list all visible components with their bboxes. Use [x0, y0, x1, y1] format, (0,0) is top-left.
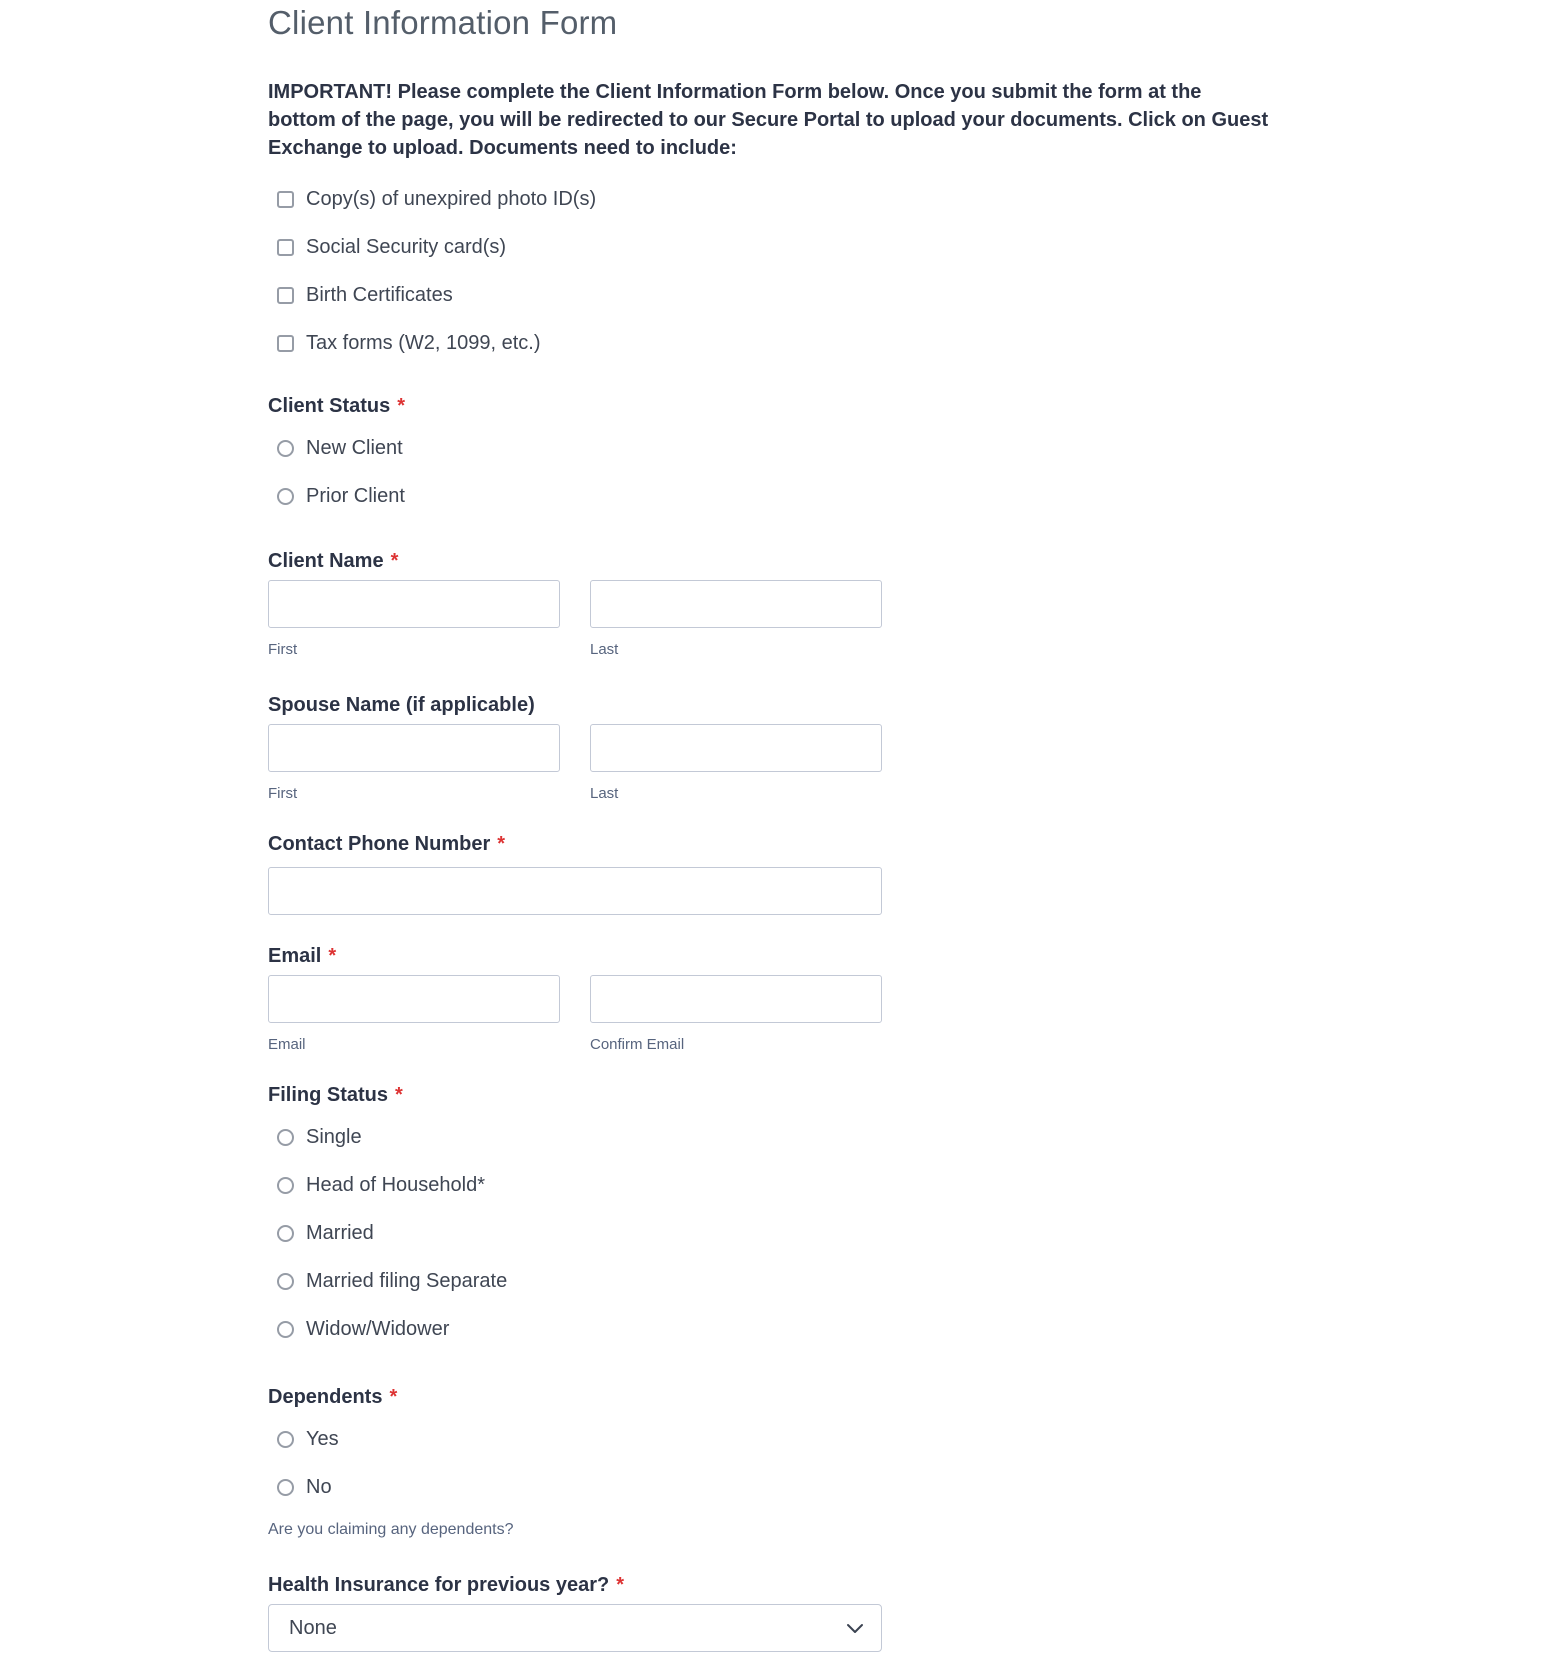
spouse-name-field [268, 694, 1562, 802]
dependents-label-text: Dependents [268, 1386, 383, 1408]
first-sublabel: First [268, 641, 298, 658]
client-name-field [268, 550, 1562, 658]
confirm-email-input[interactable] [590, 975, 882, 1023]
health-insurance-selected-value: None [289, 1616, 337, 1639]
email-sublabel: Email [268, 1036, 306, 1053]
spouse-name-label-text: Spouse Name (if applicable) [268, 694, 535, 716]
radio-option-dependents-yes[interactable] [268, 1427, 1562, 1451]
contact-phone-input[interactable] [268, 867, 882, 915]
radio-option-new-client[interactable] [268, 436, 1562, 460]
tax-forms-checkbox-icon[interactable] [277, 335, 294, 352]
head-of-household-radio-icon[interactable] [277, 1177, 294, 1194]
radio-option-head-of-household[interactable] [268, 1173, 1562, 1197]
required-asterisk: * [390, 550, 399, 572]
widow-widower-radio-icon[interactable] [277, 1321, 294, 1338]
dependents-label [268, 1386, 1562, 1409]
dependents-field [268, 1386, 1562, 1539]
radio-option-married-filing-separate[interactable] [268, 1269, 1562, 1293]
radio-label: No [306, 1475, 332, 1498]
form-intro-text: IMPORTANT! Please complete the Client Information Form below. Once you submit the form at the bottom of the page, you will be redirected to our Secure Portal to upload your documents. Click on Guest Exchange to upload. Documents need to include: [268, 81, 1269, 159]
radio-option-dependents-no[interactable] [268, 1475, 1562, 1499]
last-sublabel: Last [590, 785, 619, 802]
checkbox-label: Tax forms (W2, 1099, etc.) [306, 331, 541, 354]
dependents-options [268, 1427, 1562, 1499]
contact-phone-label-text: Contact Phone Number [268, 833, 491, 855]
required-asterisk: * [395, 1084, 403, 1106]
radio-label: Single [306, 1125, 362, 1148]
email-label [268, 945, 1562, 968]
checkbox-option-ssn-card[interactable] [268, 235, 1562, 259]
page-title: Client Information Form [268, 4, 618, 41]
birth-certificates-checkbox-icon[interactable] [277, 287, 294, 304]
married-filing-separate-radio-icon[interactable] [277, 1273, 294, 1290]
spouse-first-name-col [268, 724, 560, 802]
radio-label: Married [306, 1221, 374, 1244]
email-input[interactable] [268, 975, 560, 1023]
filing-status-field [268, 1084, 1562, 1341]
radio-option-married[interactable] [268, 1221, 1562, 1245]
required-asterisk: * [397, 395, 406, 417]
client-name-inputs [268, 580, 1562, 658]
first-sublabel: First [268, 785, 298, 802]
health-insurance-label [268, 1574, 1562, 1597]
checkbox-option-photo-id[interactable] [268, 187, 1562, 211]
radio-label: Yes [306, 1427, 339, 1450]
required-asterisk: * [616, 1574, 625, 1596]
confirm-email-sublabel: Confirm Email [590, 1036, 685, 1053]
radio-option-prior-client[interactable] [268, 484, 1562, 508]
documents-checklist-field [268, 187, 1562, 355]
dependents-hint: Are you claiming any dependents? [268, 1521, 514, 1538]
spouse-name-label [268, 694, 1562, 717]
dependents-yes-radio-icon[interactable] [277, 1431, 294, 1448]
radio-option-single[interactable] [268, 1125, 1562, 1149]
photo-id-checkbox-icon[interactable] [277, 191, 294, 208]
email-col [268, 975, 560, 1053]
contact-phone-label [268, 833, 1562, 856]
spouse-last-name-col [590, 724, 882, 802]
confirm-email-col [590, 975, 882, 1053]
email-inputs [268, 975, 1562, 1053]
radio-label: Head of Household* [306, 1173, 486, 1196]
ssn-card-checkbox-icon[interactable] [277, 239, 294, 256]
client-last-name-col [590, 580, 882, 658]
email-field [268, 945, 1562, 1053]
filing-status-label-text: Filing Status [268, 1084, 388, 1106]
radio-label: Prior Client [306, 484, 405, 507]
radio-label: New Client [306, 436, 403, 459]
required-asterisk: * [497, 833, 506, 855]
prior-client-radio-icon[interactable] [277, 488, 294, 505]
health-insurance-label-text: Health Insurance for previous year? [268, 1574, 610, 1596]
documents-checklist-options [268, 187, 1562, 355]
spouse-name-inputs [268, 724, 1562, 802]
filing-status-options [268, 1125, 1562, 1341]
client-status-options [268, 436, 1562, 508]
contact-phone-field [268, 833, 1562, 915]
dependents-no-radio-icon[interactable] [277, 1479, 294, 1496]
client-name-label [268, 550, 1562, 573]
checkbox-option-tax-forms[interactable] [268, 331, 1562, 355]
required-asterisk: * [389, 1386, 398, 1408]
email-label-text: Email [268, 945, 322, 967]
checkbox-option-birth-certificates[interactable] [268, 283, 1562, 307]
health-insurance-select[interactable] [268, 1604, 882, 1652]
required-asterisk: * [328, 945, 337, 967]
last-sublabel: Last [590, 641, 619, 658]
chevron-down-icon [843, 1616, 867, 1640]
checkbox-label: Copy(s) of unexpired photo ID(s) [306, 187, 597, 210]
new-client-radio-icon[interactable] [277, 440, 294, 457]
spouse-first-name-input[interactable] [268, 724, 560, 772]
radio-option-widow-widower[interactable] [268, 1317, 1562, 1341]
radio-label: Widow/Widower [306, 1317, 450, 1340]
checkbox-label: Birth Certificates [306, 283, 453, 306]
filing-status-label [268, 1084, 1562, 1107]
health-insurance-field [268, 1574, 1562, 1652]
client-status-label-text: Client Status [268, 395, 391, 417]
client-status-label [268, 395, 1562, 418]
checkbox-label: Social Security card(s) [306, 235, 507, 258]
client-status-field [268, 395, 1562, 508]
client-name-label-text: Client Name [268, 550, 384, 572]
spouse-last-name-input[interactable] [590, 724, 882, 772]
client-first-name-input[interactable] [268, 580, 560, 628]
client-first-name-col [268, 580, 560, 658]
client-last-name-input[interactable] [590, 580, 882, 628]
radio-label: Married filing Separate [306, 1269, 508, 1292]
single-radio-icon[interactable] [277, 1129, 294, 1146]
married-radio-icon[interactable] [277, 1225, 294, 1242]
